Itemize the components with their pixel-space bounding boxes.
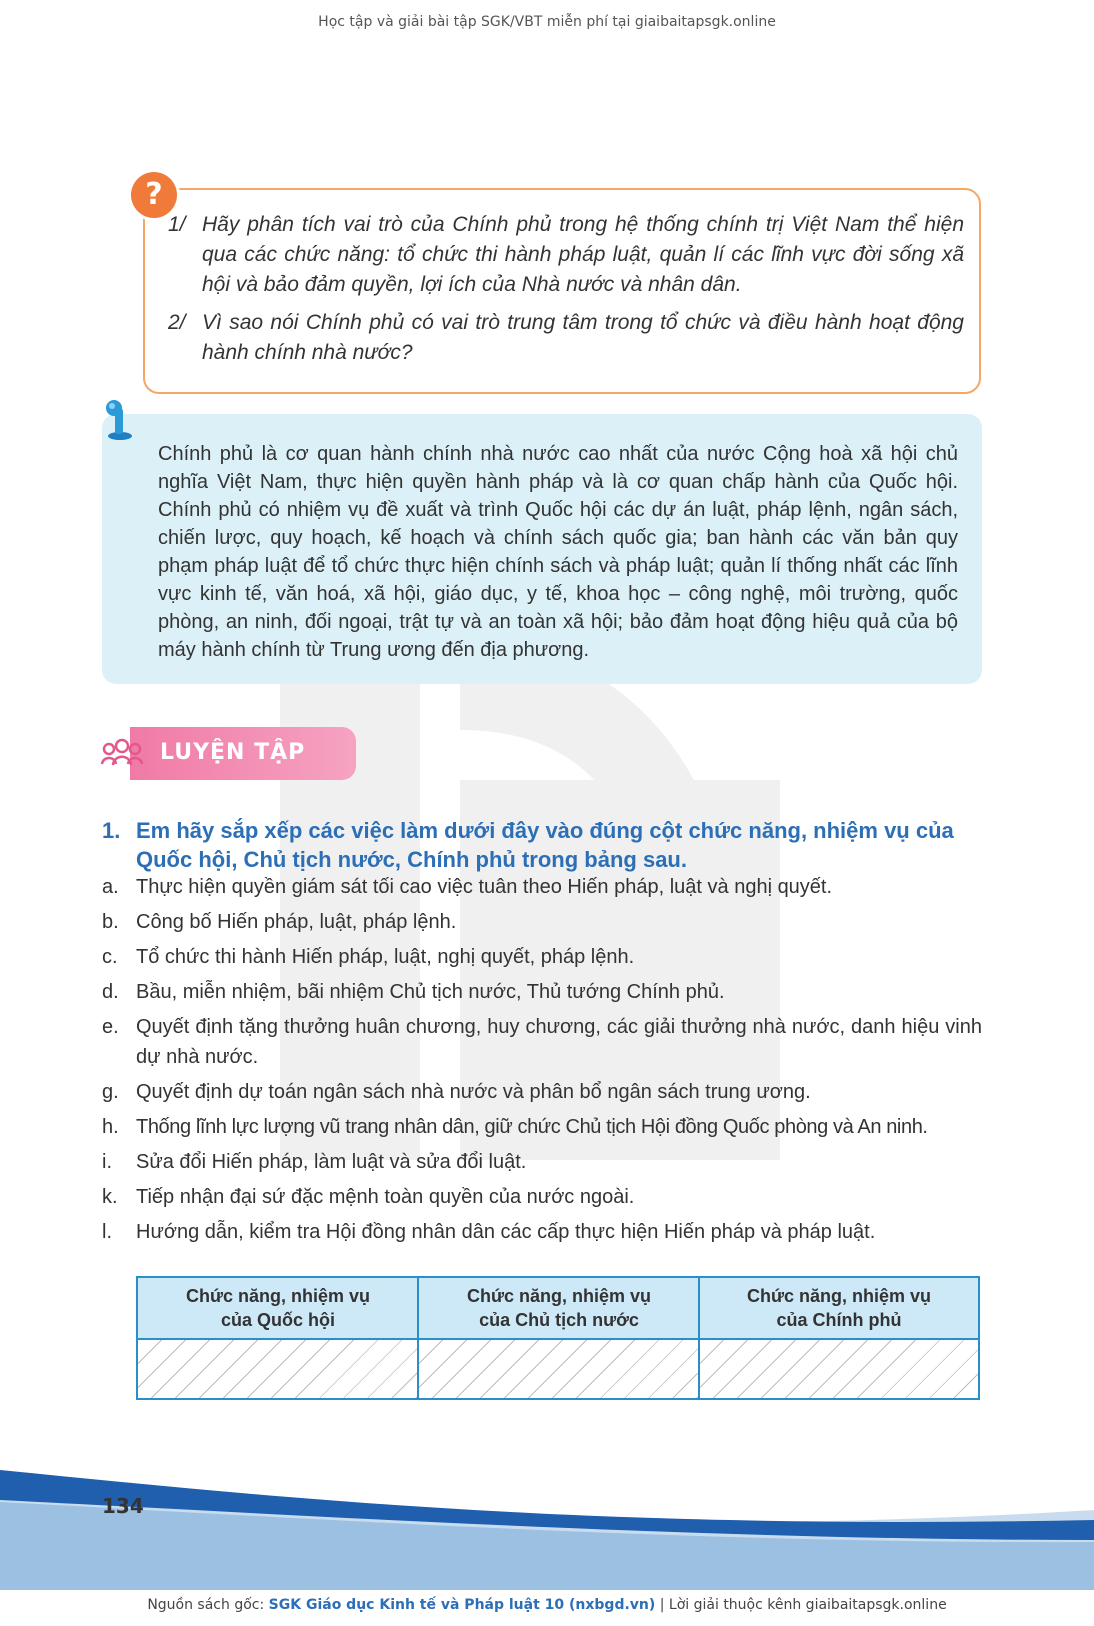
banner-source: SGK Giáo dục Kinh tế và Pháp luật 10 (nxbgd.vn) (268, 1597, 656, 1613)
answer-cell[interactable] (700, 1340, 978, 1398)
question-text: Hãy phân tích vai trò của Chính phủ trong hệ thống chính trị Việt Nam thể hiện qua các chức năng: tổ chức thi hành pháp luật, quản lí các lĩnh vực đời sống xã hội và bảo đảm quyền, lợi ích của Nhà nước và nhân dân. (202, 213, 964, 296)
group-icon (100, 738, 144, 768)
question-icon: ? (131, 172, 177, 218)
exercise-text: Em hãy sắp xếp các việc làm dưới đây vào đúng cột chức năng, nhiệm vụ của Quốc hội, Chủ tịch nước, Chính phủ trong bảng sau. (136, 818, 954, 872)
question-number: 1/ (168, 213, 186, 236)
question-1 (168, 210, 968, 300)
section-title: LUYỆN TẬP (160, 740, 306, 765)
item-label: b. (102, 911, 119, 933)
answer-cell[interactable] (138, 1340, 417, 1398)
banner-prefix: Nguồn sách gốc: (147, 1597, 269, 1613)
banner-suffix: | Lời giải thuộc kênh giaibaitapsgk.online (655, 1597, 947, 1613)
item-text: Sửa đổi Hiến pháp, làm luật và sửa đổi luật. (136, 1151, 527, 1173)
question-2 (168, 308, 968, 368)
item-text: Thống lĩnh lực lượng vũ trang nhân dân, giữ chức Chủ tịch Hội đồng Quốc phòng và An ninh. (136, 1116, 928, 1138)
item-label: c. (102, 946, 118, 968)
item-text: Tiếp nhận đại sứ đặc mệnh toàn quyền của nước ngoài. (136, 1186, 635, 1208)
header-line: của Chủ tịch nước (479, 1310, 639, 1330)
info-text: Chính phủ là cơ quan hành chính nhà nước cao nhất của nước Cộng hoà xã hội chủ nghĩa Việt Nam, thực hiện quyền hành pháp và là cơ quan chấp hành của Quốc hội. Chính phủ có nhiệm vụ đề xuất và trình Quốc hội các dự án luật, pháp lệnh, ngân sách, chiến lược, quy hoạch, kế hoạch và chính sách quốc gia; ban hành các văn bản quy phạm pháp luật để tổ chức thực hiện chính sách và pháp luật; quản lí thống nhất các lĩnh vực kinh tế, văn hoá, xã hội, giáo dục, y tế, khoa học – công nghệ, môi trường, quốc phòng, an ninh, đối ngoại, trật tự và an toàn xã hội; bảo đảm hoạt động hiệu quả của bộ máy hành chính từ Trung ương đến địa phương. (158, 443, 958, 661)
item-label: i. (102, 1151, 112, 1173)
answer-table (136, 1276, 980, 1400)
item-text: Quyết định tặng thưởng huân chương, huy chương, các giải thưởng nhà nước, danh hiệu vinh dự nhà nước. (136, 1016, 982, 1068)
header-line: Chức năng, nhiệm vụ (746, 1286, 932, 1306)
table-header-cell (138, 1278, 418, 1338)
item-label: d. (102, 981, 119, 1003)
item-text: Công bố Hiến pháp, luật, pháp lệnh. (136, 911, 457, 933)
exercise-number: 1. (102, 818, 121, 843)
item-label: k. (102, 1186, 118, 1208)
item-text: Hướng dẫn, kiểm tra Hội đồng nhân dân các cấp thực hiện Hiến pháp và pháp luật. (136, 1221, 876, 1243)
item-text: Tổ chức thi hành Hiến pháp, luật, nghị quyết, pháp lệnh. (136, 946, 635, 968)
header-line: của Quốc hội (220, 1310, 335, 1330)
question-text: Vì sao nói Chính phủ có vai trò trung tâm trong tổ chức và điều hành hoạt động hành chính nhà nước? (202, 311, 964, 364)
table-divider (138, 1338, 978, 1340)
table-header-cell (419, 1278, 699, 1338)
header-line: Chức năng, nhiệm vụ (466, 1286, 652, 1306)
answer-cell[interactable] (419, 1340, 698, 1398)
item-label: g. (102, 1081, 119, 1103)
item-text: Quyết định dự toán ngân sách nhà nước và phân bổ ngân sách trung ương. (136, 1081, 811, 1103)
item-label: a. (102, 876, 119, 898)
table-divider (417, 1278, 419, 1398)
footer-wave (0, 1470, 1094, 1590)
bottom-banner (0, 1597, 1094, 1613)
item-label: l. (102, 1221, 112, 1243)
header-line: Chức năng, nhiệm vụ (185, 1286, 371, 1306)
top-banner: Học tập và giải bài tập SGK/VBT miễn phí tại giaibaitapsgk.online (318, 14, 776, 30)
table-header-cell (700, 1278, 978, 1338)
item-label: e. (102, 1016, 119, 1038)
item-label: h. (102, 1116, 119, 1138)
header-line: của Chính phủ (776, 1310, 902, 1330)
item-text: Bầu, miễn nhiệm, bãi nhiệm Chủ tịch nước, Thủ tướng Chính phủ. (136, 981, 725, 1003)
pin-icon (100, 398, 136, 442)
item-text: Thực hiện quyền giám sát tối cao việc tuân theo Hiến pháp, luật và nghị quyết. (136, 876, 833, 898)
page-number: 134 (102, 1494, 144, 1518)
question-number: 2/ (168, 311, 186, 334)
table-divider (698, 1278, 700, 1398)
